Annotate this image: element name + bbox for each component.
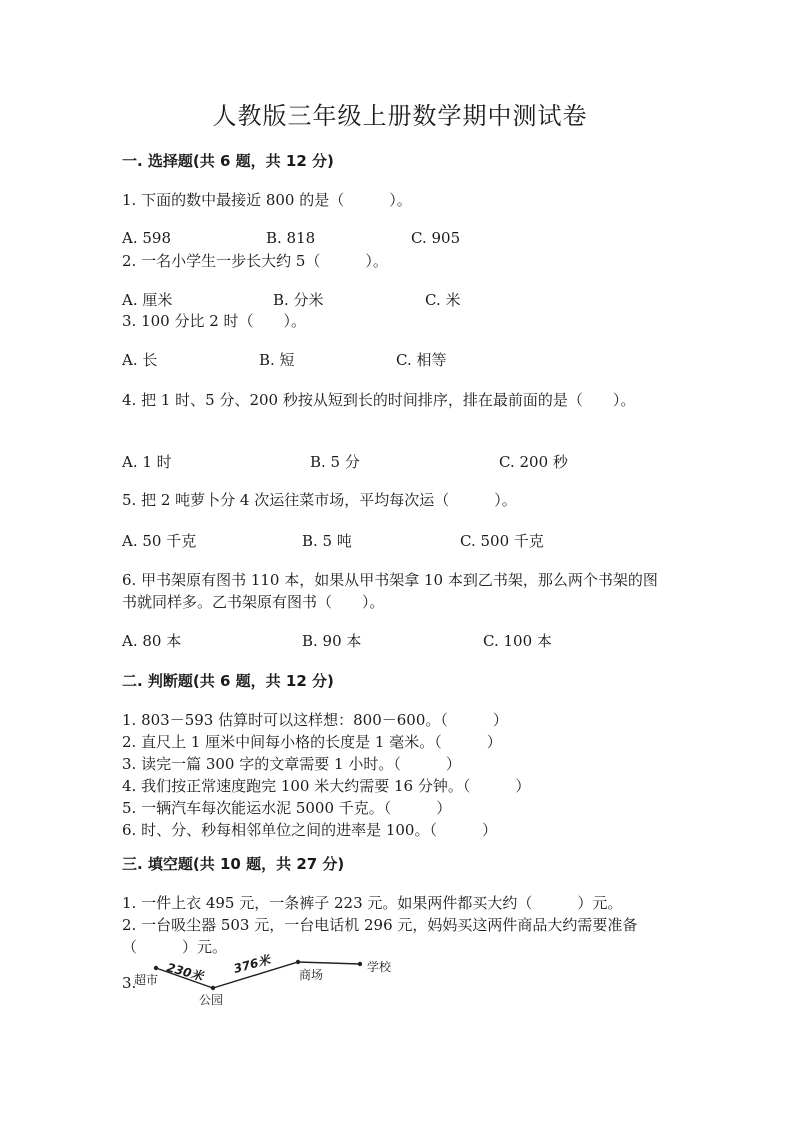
fill-item: 1. 一件上衣 495 元，一条裤子 223 元。如果两件都买大约（ ）元。 <box>122 894 623 912</box>
fill-item-number: 3. <box>122 974 137 992</box>
question-text: 4. 把 1 时、5 分、200 秒按从短到长的时间排序，排在最前面的是（ ）。 <box>122 391 636 409</box>
option-c: C. 100 本 <box>483 632 552 650</box>
option-c: C. 905 <box>411 229 461 247</box>
judgement-item: 4. 我们按正常速度跑完 100 米大约需要 16 分钟。（ ） <box>122 777 531 795</box>
option-b: B. 90 本 <box>302 632 362 650</box>
judgement-item: 3. 读完一篇 300 字的文章需要 1 小时。（ ） <box>122 755 461 773</box>
section-heading-fill: 三. 填空题(共 10 题，共 27 分) <box>122 855 345 873</box>
option-a: A. 50 千克 <box>122 532 197 550</box>
fill-item-line2: （ ）元。 <box>122 938 228 956</box>
option-a: A. 厘米 <box>122 291 173 309</box>
judgement-item: 2. 直尺上 1 厘米中间每小格的长度是 1 毫米。（ ） <box>122 733 502 751</box>
option-a: A. 80 本 <box>122 632 182 650</box>
option-b: B. 818 <box>266 229 316 247</box>
option-b: B. 分米 <box>273 291 324 309</box>
question-text: 3. 100 分比 2 时（ ）。 <box>122 312 307 330</box>
question-text-line1: 6. 甲书架原有图书 110 本，如果从甲书架拿 10 本到乙书架，那么两个书架的图 <box>122 571 658 589</box>
option-b: B. 5 吨 <box>302 532 352 550</box>
fill-item-line1: 2. 一台吸尘器 503 元，一台电话机 296 元，妈妈买这两件商品大约需要准备 <box>122 916 638 934</box>
exam-title: 人教版三年级上册数学期中测试卷 <box>212 102 588 130</box>
judgement-item: 6. 时、分、秒每相邻单位之间的进率是 100。（ ） <box>122 821 497 839</box>
option-a: A. 598 <box>122 229 171 247</box>
distance-label: 376米 <box>232 952 272 976</box>
distance-label: 230米 <box>165 960 205 984</box>
route-diagram <box>118 950 418 1010</box>
option-b: B. 5 分 <box>310 453 360 471</box>
option-c: C. 相等 <box>396 351 447 369</box>
judgement-item: 5. 一辆汽车每次能运水泥 5000 千克。（ ） <box>122 799 452 817</box>
option-b: B. 短 <box>259 351 295 369</box>
question-text: 5. 把 2 吨萝卜分 4 次运往菜市场，平均每次运（ ）。 <box>122 491 517 509</box>
place-mall: 商场 <box>299 968 324 982</box>
place-supermarket: 超市 <box>134 973 159 987</box>
route-node <box>211 986 215 990</box>
question-text-line2: 书就同样多。乙书架原有图书（ ）。 <box>122 593 385 611</box>
route-node <box>154 966 158 970</box>
section-heading-choice: 一. 选择题(共 6 题，共 12 分) <box>122 152 334 170</box>
route-node <box>296 960 300 964</box>
option-c: C. 米 <box>425 291 461 309</box>
question-text: 2. 一名小学生一步长大约 5（ ）。 <box>122 252 388 270</box>
option-a: A. 1 时 <box>122 453 172 471</box>
judgement-item: 1. 803－593 估算时可以这样想：800－600。（ ） <box>122 711 508 729</box>
route-node <box>358 962 362 966</box>
option-c: C. 200 秒 <box>499 453 568 471</box>
option-c: C. 500 千克 <box>460 532 544 550</box>
option-a: A. 长 <box>122 351 158 369</box>
place-school: 学校 <box>367 960 392 974</box>
place-park: 公园 <box>199 993 224 1007</box>
section-heading-judgement: 二. 判断题(共 6 题，共 12 分) <box>122 672 334 690</box>
question-text: 1. 下面的数中最接近 800 的是（ ）。 <box>122 191 412 209</box>
